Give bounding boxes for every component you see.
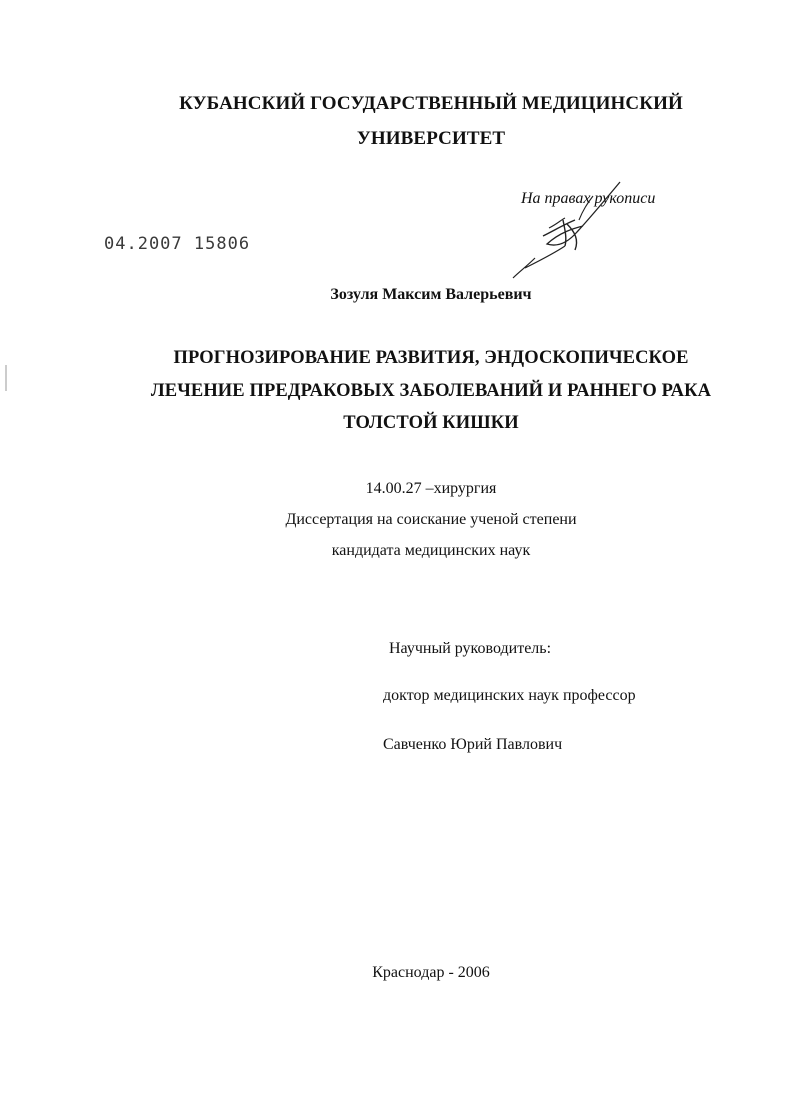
university-name-line2: УНИВЕРСИТЕТ bbox=[356, 128, 506, 149]
degree-line2: кандидата медицинских наук bbox=[331, 542, 531, 559]
manuscript-note: На правах рукописи bbox=[521, 190, 656, 207]
dissertation-title-line1: ПРОГНОЗИРОВАНИЕ РАЗВИТИЯ, ЭНДОСКОПИЧЕСКОЕ bbox=[173, 348, 689, 368]
university-name-line1: КУБАНСКИЙ ГОСУДАРСТВЕННЫЙ МЕДИЦИНСКИЙ bbox=[179, 93, 683, 114]
supervisor-label: Научный руководитель: bbox=[389, 640, 552, 657]
city-year: Краснодар - 2006 bbox=[372, 964, 490, 981]
specialty-code: 14.00.27 –хирургия bbox=[365, 480, 497, 497]
author-name: Зозуля Максим Валерьевич bbox=[330, 286, 532, 303]
supervisor-name: Савченко Юрий Павлович bbox=[383, 736, 563, 753]
supervisor-title: доктор медицинских наук профессор bbox=[383, 687, 636, 704]
registration-stamp-number: 04.2007 15806 bbox=[104, 234, 251, 254]
degree-line1: Диссертация на соискание ученой степени bbox=[285, 511, 577, 528]
dissertation-title-line3: ТОЛСТОЙ КИШКИ bbox=[343, 413, 519, 433]
signature-scribble bbox=[505, 180, 635, 280]
dissertation-title-line2: ЛЕЧЕНИЕ ПРЕДРАКОВЫХ ЗАБОЛЕВАНИЙ И РАННЕГО РАКА bbox=[150, 381, 712, 401]
